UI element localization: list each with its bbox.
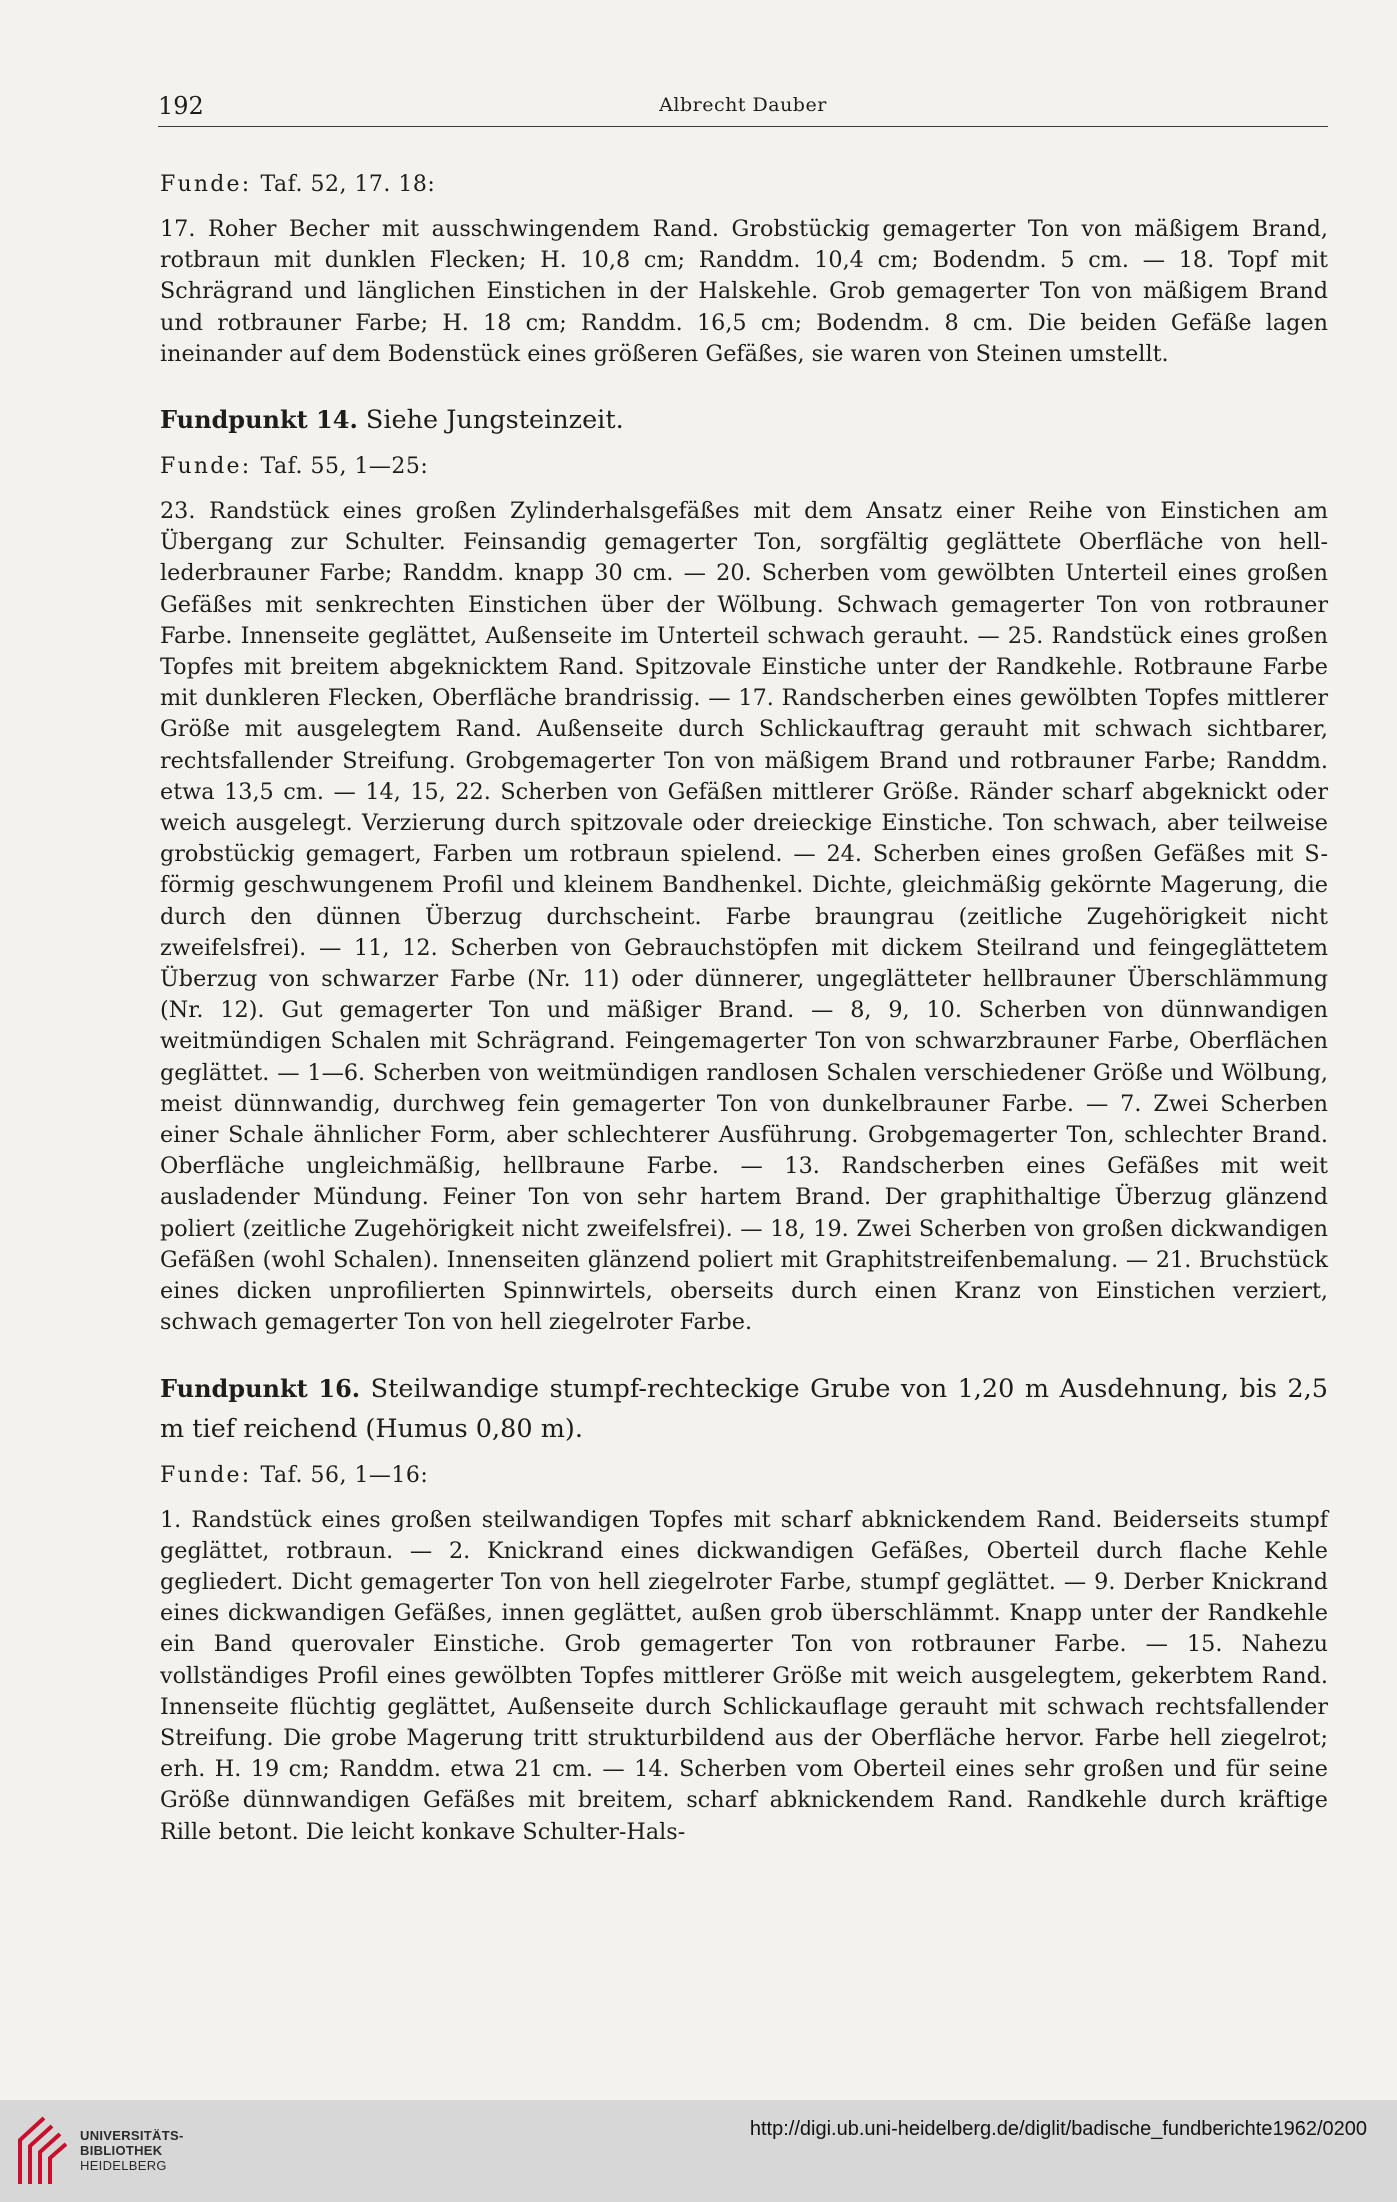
ub-heidelberg-logo-icon[interactable] [14, 2110, 72, 2190]
library-name-line: UNIVERSITÄTS- [80, 2128, 184, 2143]
funde-label: Funde: [160, 172, 252, 197]
funde-reference: Taf. 52, 17. 18: [260, 172, 436, 197]
fundpunkt-label: Fundpunkt 14. [160, 405, 358, 435]
funde-reference: Taf. 56, 1—16: [260, 1462, 429, 1488]
funde-line [160, 452, 1328, 482]
library-name-line: BIBLIOTHEK [80, 2143, 163, 2158]
funde-line [160, 1461, 1328, 1491]
fundpunkt-description: Siehe Jungsteinzeit. [357, 405, 624, 436]
page-number: 192 [158, 92, 204, 120]
find-description-paragraph: 17. Roher Becher mit ausschwingendem Rand. Grobstückig gemagerter Ton von mäßigem Brand, rotbraun mit dunklen Flecken; H. 10,8 cm; Randdm. 10,4 cm; Bodendm. 5 cm. — 18. Topf mit Schrägrand und länglichen Einstichen in der Halskehle. Grob gemagerter Ton von mäßigem Brand und rotbrauner Farbe; H. 18 cm; Randdm. 16,5 cm; Bodendm. 8 cm. Die beiden Gefäße lagen ineinander auf dem Bodenstück eines größeren Gefäßes, sie waren von Steinen umstellt. [160, 216, 1328, 367]
digitization-footer [0, 2100, 1397, 2202]
funde-reference: Taf. 55, 1—25: [260, 454, 429, 480]
find-description-paragraph: 23. Randstück eines großen Zylinderhalsgefäßes mit dem Ansatz einer Reihe von Einstichen am Übergang zur Schulter. Feinsandig gemagerter Ton, sorgfältig geglättete Oberfläche von hell-lederbrauner Farbe; Randdm. knapp 30 cm. — 20. Scherben vom gewölbten Unterteil eines großen Gefäßes mit senkrechten Einstichen über der Wölbung. Schwach gemagerter Ton von rotbrauner Farbe. Innenseite geglättet, Außenseite im Unterteil schwach gerauht. — 25. Randstück eines großen Topfes mit breitem abgeknicktem Rand. Spitzovale Einstiche unter der Randkehle. Rotbraune Farbe mit dunkleren Flecken, Oberfläche brandrissig. — 17. Randscherben eines gewölbten Topfes mittlerer Größe mit ausgelegtem Rand. Außenseite durch Schlickauftrag gerauht mit schwach sichtbarer, rechtsfallender Streifung. Grobgemagerter Ton von mäßigem Brand und rotbrauner Farbe; Randdm. etwa 13,5 cm. — 14, 15, 22. Scherben von Gefäßen mittlerer Größe. Ränder scharf abgeknickt oder weich ausgelegt. Verzierung durch spitzovale oder dreieckige Einstiche. Ton schwach, aber teilweise grobstückig gemagert, Farben um rotbraun spielend. — 24. Scherben eines großen Gefäßes mit S-förmig geschwungenem Profil und kleinem Bandhenkel. Dichte, gleichmäßig gekörnte Magerung, die durch den dünnen Überzug durchscheint. Farbe braungrau (zeitliche Zugehörigkeit nicht zweifelsfrei). — 11, 12. Scherben von Gebrauchstöpfen mit dickem Steilrand und feingeglättetem Überzug von schwarzer Farbe (Nr. 11) oder dünnerer, ungeglätteter hellbrauner Überschlämmung (Nr. 12). Gut gemagerter Ton und mäßiger Brand. — 8, 9, 10. Scherben von dünnwandigen weitmündigen Schalen mit Schrägrand. Feingemagerter Ton von schwarzbrauner Farbe, Oberflächen geglättet. — 1—6. Scherben von weitmündigen randlosen Schalen verschiedener Größe und Wölbung, meist dünnwandig, durchweg fein gemagerter Ton von dunkelbrauner Farbe. — 7. Zwei Scherben einer Schale ähnlicher Form, aber schlechterer Ausführung. Grobgemagerter Ton, schlechter Brand. Oberfläche ungleichmäßig, hellbraune Farbe. — 13. Randscherben eines Gefäßes mit weit ausladender Mündung. Feiner Ton von sehr hartem Brand. Der graphithaltige Überzug glänzend poliert (zeitliche Zugehörigkeit nicht zweifelsfrei). — 18, 19. Zwei Scherben von großen dickwandigen Gefäßen (wohl Schalen). Innenseiten glänzend poliert mit Graphitstreifenbemalung. — 21. Bruchstück eines dicken unprofilierten Spinnwirtels, oberseits durch einen Kranz von Einstichen verziert, schwach gemagerter Ton von hell ziegelroter Farbe. [160, 498, 1328, 1336]
find-description-paragraph: 1. Randstück eines großen steilwandigen Topfes mit scharf abknickendem Rand. Beiderseits stumpf geglättet, rotbraun. — 2. Knickrand eines dickwandigen Gefäßes, Oberteil durch flache Kehle gegliedert. Dicht gemagerter Ton von hell ziegelroter Farbe, stumpf geglättet. — 9. Derber Knickrand eines dickwandigen Gefäßes, innen geglättet, außen grob überschlämmt. Knapp unter der Randkehle ein Band querovaler Einstiche. Grob gemagerter Ton von rotbrauner Farbe. — 15. Nahezu vollständiges Profil eines gewölbten Topfes mittlerer Größe mit weich ausgelegtem, gekerbtem Rand. Innenseite flüchtig geglättet, Außenseite durch Schlickauflage gerauht mit schwach rechtsfallender Streifung. Die grobe Magerung tritt strukturbildend aus der Oberfläche hervor. Farbe hell ziegelrot; erh. H. 19 cm; Randdm. etwa 21 cm. — 14. Scherben vom Oberteil eines sehr großen und für seine Größe dünnwandigen Gefäßes mit breitem, scharf abknickendem Rand. Randkehle durch kräftige Rille betont. Die leicht konkave Schulter-Hals- [160, 1506, 1328, 1845]
running-head: Albrecht Dauber [659, 94, 827, 116]
fundpunkt-label: Fundpunkt 16. [160, 1373, 361, 1403]
funde-label: Funde: [160, 1462, 252, 1488]
page-body [160, 170, 1328, 1878]
library-name [80, 2128, 184, 2173]
funde-line [160, 170, 1328, 200]
funde-label: Funde: [160, 454, 252, 480]
page-header [158, 92, 1328, 127]
fundpunkt-heading [160, 400, 1328, 440]
library-name-line: HEIDELBERG [80, 2158, 167, 2173]
fundpunkt-heading [160, 1369, 1328, 1449]
source-url-link[interactable]: http://digi.ub.uni-heidelberg.de/diglit/badische_fundberichte1962/0200 [749, 2118, 1367, 2140]
fundpunkt-description: Steilwandige stumpf-rechteckige Grube von 1,20 m Ausdehnung, bis 2,5 m tief reichend (Humus 0,80 m). [160, 1373, 1328, 1444]
